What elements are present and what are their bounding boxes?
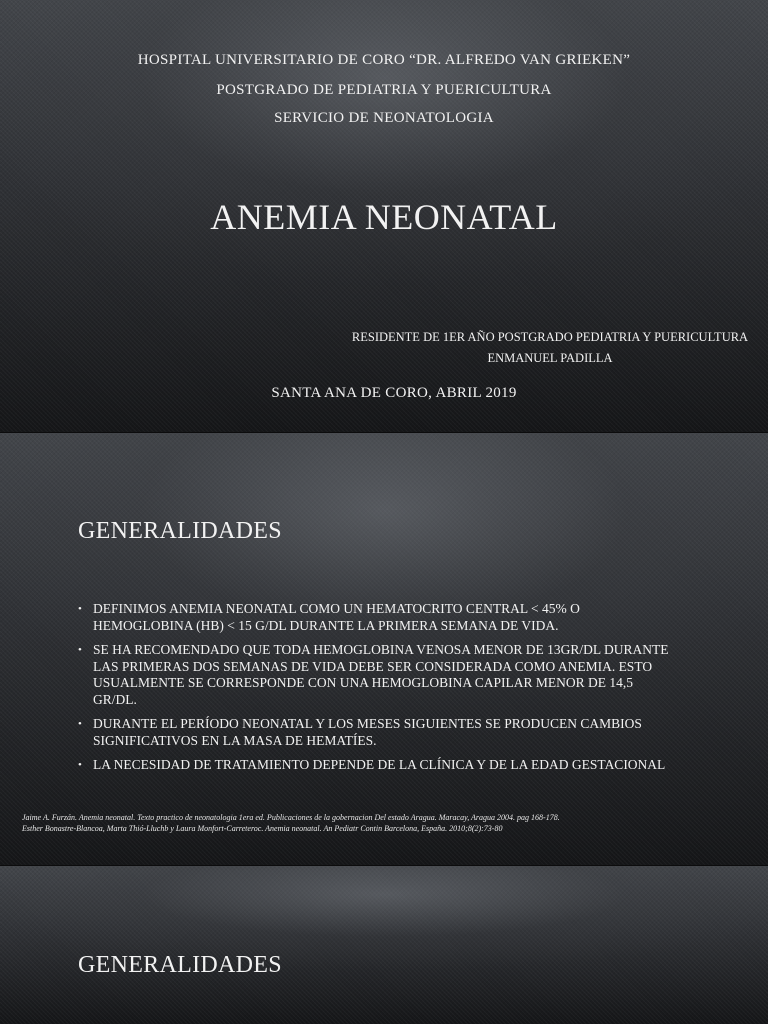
generalities-slide bbox=[0, 433, 768, 865]
bullet-text: SE HA RECOMENDADO QUE TODA HEMOGLOBINA VENOSA MENOR DE 13GR/DL DURANTE LAS PRIMERAS DOS SEMANAS DE VIDA DEBE SER CONSIDERADA COMO ANEMIA. ESTO USUALMENTE SE CORRESPONDE CON UNA HEMOGLOBINA CAPILAR MENOR DE 14,5 GR/DL. bbox=[93, 642, 669, 707]
bullet-icon: • bbox=[78, 759, 82, 771]
service-name: SERVICIO DE NEONATOLOGIA bbox=[274, 110, 494, 126]
slide-title: GENERALIDADES bbox=[78, 518, 282, 544]
resident-role: RESIDENTE DE 1ER AÑO POSTGRADO PEDIATRIA Y PUERICULTURA bbox=[351, 330, 749, 344]
place-date: SANTA ANA DE CORO, ABRIL 2019 bbox=[271, 385, 517, 401]
bullet-icon: • bbox=[78, 644, 82, 656]
slide-title: GENERALIDADES bbox=[78, 952, 282, 978]
list-item bbox=[78, 601, 678, 634]
list-item bbox=[78, 642, 678, 708]
bullet-list bbox=[78, 601, 678, 782]
reference-item: Jaime A. Furzán. Anemia neonatal. Texto practico de neonatologia 1era ed. Publicaciones de la gobernacion Del estado Aragua. Maracay, Aragua 2004. pag 168-178. bbox=[22, 813, 560, 822]
title-slide bbox=[0, 0, 768, 432]
reference-item: Esther Bonastre-Blancoa, Marta Thió-Lluchb y Laura Monfort-Carreteroc. Anemia neonatal. An Pediatr Contin Barcelona, España. 2010;8(2):73-80 bbox=[22, 824, 503, 833]
bullet-icon: • bbox=[78, 718, 82, 730]
hospital-name: HOSPITAL UNIVERSITARIO DE CORO “DR. ALFREDO VAN GRIEKEN” bbox=[137, 52, 631, 68]
list-item bbox=[78, 716, 678, 749]
resident-name: ENMANUEL PADILLA bbox=[487, 351, 613, 365]
postgraduate-program: POSTGRADO DE PEDIATRIA Y PUERICULTURA bbox=[216, 82, 552, 98]
list-item bbox=[78, 757, 678, 774]
bullet-icon: • bbox=[78, 603, 82, 615]
generalities-slide-2 bbox=[0, 866, 768, 1024]
bullet-text: DEFINIMOS ANEMIA NEONATAL COMO UN HEMATOCRITO CENTRAL < 45% O HEMOGLOBINA (HB) < 15 G/DL DURANTE LA PRIMERA SEMANA DE VIDA. bbox=[93, 601, 580, 633]
bullet-text: LA NECESIDAD DE TRATAMIENTO DEPENDE DE LA CLÍNICA Y DE LA EDAD GESTACIONAL bbox=[93, 757, 666, 772]
bullet-text: DURANTE EL PERÍODO NEONATAL Y LOS MESES SIGUIENTES SE PRODUCEN CAMBIOS SIGNIFICATIVOS EN LA MASA DE HEMATÍES. bbox=[93, 716, 642, 748]
presentation-title: ANEMIA NEONATAL bbox=[210, 197, 558, 237]
references bbox=[22, 812, 762, 834]
